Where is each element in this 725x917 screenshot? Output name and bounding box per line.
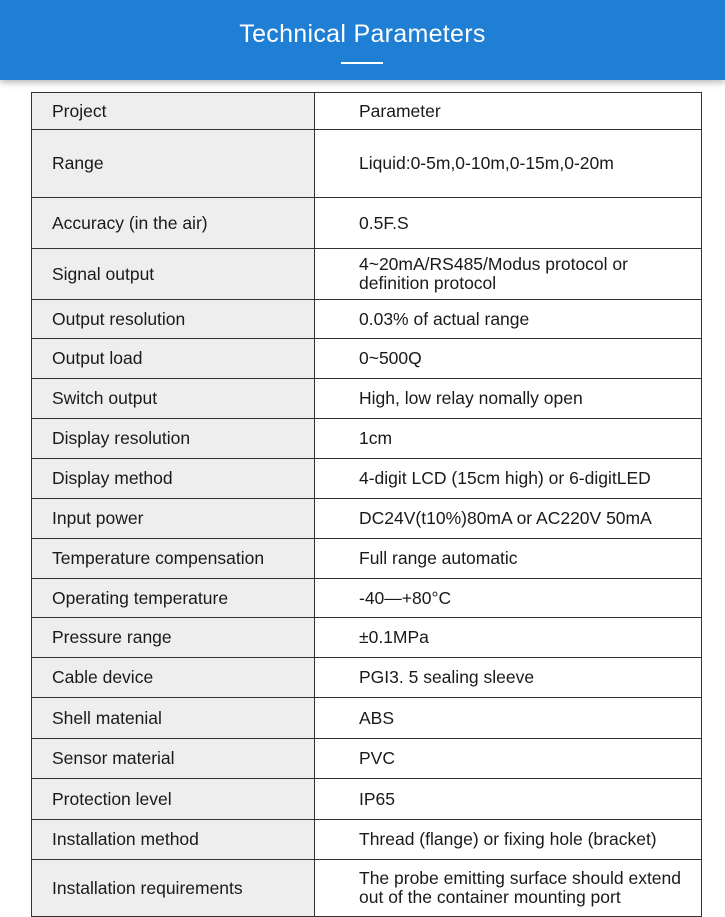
table-row bbox=[32, 499, 702, 539]
param-name: Temperature compensation bbox=[32, 539, 315, 579]
param-value: ±0.1MPa bbox=[315, 618, 702, 658]
param-name: Pressure range bbox=[32, 618, 315, 658]
param-value: IP65 bbox=[315, 779, 702, 820]
param-value: PGI3. 5 sealing sleeve bbox=[315, 658, 702, 698]
param-value: PVC bbox=[315, 739, 702, 779]
table-row bbox=[32, 300, 702, 339]
table-row bbox=[32, 779, 702, 820]
table-header-row bbox=[32, 93, 702, 130]
table-row bbox=[32, 579, 702, 618]
param-value: The probe emitting surface should extend out of the container mounting port bbox=[315, 860, 702, 917]
param-value: 1cm bbox=[315, 419, 702, 459]
param-name: Cable device bbox=[32, 658, 315, 698]
param-name: Accuracy (in the air) bbox=[32, 198, 315, 249]
param-name: Display method bbox=[32, 459, 315, 499]
param-value: DC24V(t10%)80mA or AC220V 50mA bbox=[315, 499, 702, 539]
table-row bbox=[32, 379, 702, 419]
table-row bbox=[32, 249, 702, 300]
param-name: Protection level bbox=[32, 779, 315, 820]
param-value: 0.5F.S bbox=[315, 198, 702, 249]
param-value: 0~500Q bbox=[315, 339, 702, 379]
header-parameter: Parameter bbox=[315, 93, 702, 130]
param-name: Operating temperature bbox=[32, 579, 315, 618]
param-name: Installation method bbox=[32, 820, 315, 860]
param-value: High, low relay nomally open bbox=[315, 379, 702, 419]
param-value: -40—+80°C bbox=[315, 579, 702, 618]
param-value: 4~20mA/RS485/Modus protocol or definition protocol bbox=[315, 249, 702, 300]
param-value: 4-digit LCD (15cm high) or 6-digitLED bbox=[315, 459, 702, 499]
param-value: 0.03% of actual range bbox=[315, 300, 702, 339]
table-row bbox=[32, 698, 702, 739]
param-name: Display resolution bbox=[32, 419, 315, 459]
param-value: Liquid:0-5m,0-10m,0-15m,0-20m bbox=[315, 130, 702, 198]
param-name: Output resolution bbox=[32, 300, 315, 339]
table-row bbox=[32, 658, 702, 698]
page-title: Technical Parameters bbox=[239, 20, 486, 48]
title-banner bbox=[0, 0, 725, 80]
param-name: Signal output bbox=[32, 249, 315, 300]
param-name: Switch output bbox=[32, 379, 315, 419]
table-row bbox=[32, 618, 702, 658]
param-name: Input power bbox=[32, 499, 315, 539]
table-row bbox=[32, 198, 702, 249]
param-value: Full range automatic bbox=[315, 539, 702, 579]
header-project: Project bbox=[32, 93, 315, 130]
param-name: Range bbox=[32, 130, 315, 198]
table-row bbox=[32, 820, 702, 860]
table-row bbox=[32, 459, 702, 499]
parameters-table bbox=[31, 92, 702, 917]
param-value: ABS bbox=[315, 698, 702, 739]
table-row bbox=[32, 130, 702, 198]
table-row bbox=[32, 739, 702, 779]
param-name: Output load bbox=[32, 339, 315, 379]
table-row bbox=[32, 860, 702, 917]
table-row bbox=[32, 339, 702, 379]
param-name: Shell matenial bbox=[32, 698, 315, 739]
table-row bbox=[32, 419, 702, 459]
table-row bbox=[32, 539, 702, 579]
param-name: Installation requirements bbox=[32, 860, 315, 917]
param-name: Sensor material bbox=[32, 739, 315, 779]
param-value: Thread (flange) or fixing hole (bracket) bbox=[315, 820, 702, 860]
title-underline bbox=[341, 62, 383, 64]
